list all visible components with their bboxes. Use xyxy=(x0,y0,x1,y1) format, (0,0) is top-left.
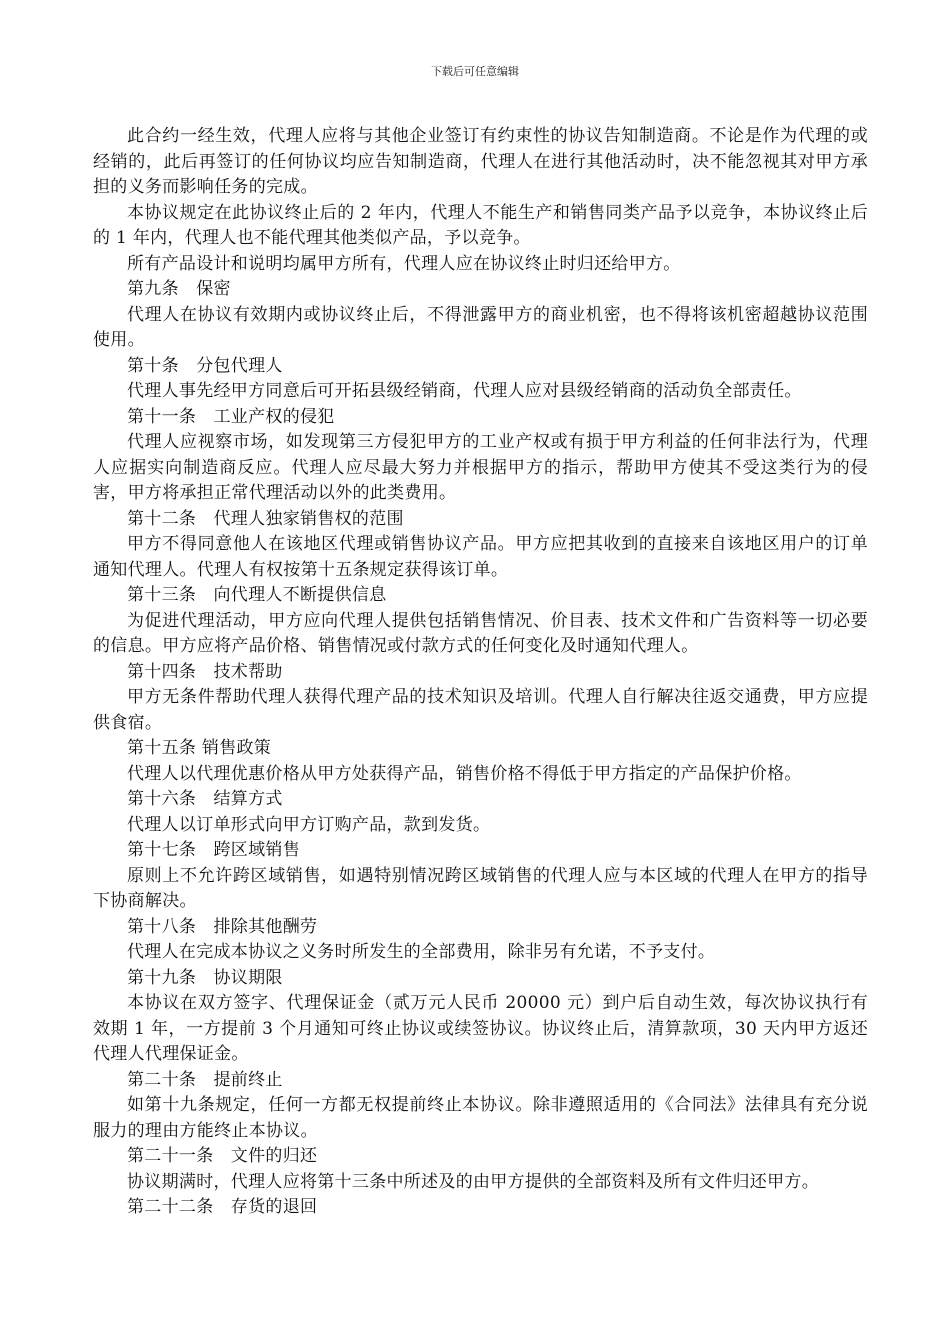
article-heading: 第二十条 提前终止 xyxy=(127,1069,283,1090)
article-heading: 第十九条 协议期限 xyxy=(127,967,283,988)
article-heading: 第十七条 跨区域销售 xyxy=(127,840,300,860)
paragraph: 协议期满时，代理人应将第十三条中所述及的由甲方提供的全部资料及所有文件归还甲方。 xyxy=(127,1171,819,1192)
article-heading: 第二十二条 存货的退回 xyxy=(127,1197,318,1217)
article-heading: 第十三条 向代理人不断提供信息 xyxy=(127,585,387,605)
paragraph: 代理人在协议有效期内或协议终止后，不得泄露甲方的商业机密，也不得将该机密超越协议范围使用。 xyxy=(93,304,868,350)
document-body xyxy=(93,124,868,1221)
paragraph: 如第十九条规定，任何一方都无权提前终止本协议。除非遵照适用的《合同法》法律具有充分说服力的理由方能终止本协议。 xyxy=(93,1095,868,1141)
paragraph: 原则上不允许跨区域销售，如遇特别情况跨区域销售的代理人应与本区域的代理人在甲方的指导下协商解决。 xyxy=(93,865,868,911)
paragraph: 代理人以代理优惠价格从甲方处获得产品，销售价格不得低于甲方指定的产品保护价格。 xyxy=(127,763,802,784)
paragraph: 为促进代理活动，甲方应向代理人提供包括销售情况、价目表、技术文件和广告资料等一切必要的信息。甲方应将产品价格、销售情况或付款方式的任何变化及时通知代理人。 xyxy=(93,610,868,656)
paragraph: 甲方不得同意他人在该地区代理或销售协议产品。甲方应把其收到的直接来自该地区用户的订单通知代理人。代理人有权按第十五条规定获得该订单。 xyxy=(93,534,868,580)
article-heading: 第十八条 排除其他酬劳 xyxy=(127,916,318,937)
article-heading: 第十二条 代理人独家销售权的范围 xyxy=(127,508,404,529)
paragraph: 代理人在完成本协议之义务时所发生的全部费用，除非另有允诺，不予支付。 xyxy=(127,942,716,962)
article-heading: 第十五条 销售政策 xyxy=(127,738,272,758)
paragraph: 代理人事先经甲方同意后可开拓县级经销商，代理人应对县级经销商的活动负全部责任。 xyxy=(127,381,802,401)
paragraph: 本协议规定在此协议终止后的 2 年内，代理人不能生产和销售同类产品予以竞争，本协议终止后的 1 年内，代理人也不能代理其他类似产品，予以竞争。 xyxy=(93,202,868,248)
page-header: 下载后可任意编辑 xyxy=(431,65,519,78)
article-heading: 第十一条 工业产权的侵犯 xyxy=(127,406,335,427)
article-heading: 第十六条 结算方式 xyxy=(127,789,283,809)
paragraph: 代理人以订单形式向甲方订购产品，款到发货。 xyxy=(127,814,491,835)
paragraph: 此合约一经生效，代理人应将与其他企业签订有约束性的协议告知制造商。不论是作为代理的或经销的，此后再签订的任何协议均应告知制造商，代理人在进行其他活动时，决不能忽视其对甲方承担的义务而影响任务的完成。 xyxy=(93,126,868,197)
article-heading: 第二十一条 文件的归还 xyxy=(127,1146,318,1166)
article-heading: 第九条 保密 xyxy=(127,279,231,299)
paragraph: 代理人应视察市场，如发现第三方侵犯甲方的工业产权或有损于甲方利益的任何非法行为，代理人应据实向制造商反应。代理人应尽最大努力并根据甲方的指示，帮助甲方使其不受这类行为的侵害，甲方将承担正常代理活动以外的此类费用。 xyxy=(93,432,868,503)
paragraph: 本协议在双方签字、代理保证金（贰万元人民币 20000 元）到户后自动生效，每次协议执行有效期 1 年，一方提前 3 个月通知可终止协议或续签协议。协议终止后，清算款项，30 天内甲方返还代理人代理保证金。 xyxy=(93,993,868,1064)
article-heading: 第十四条 技术帮助 xyxy=(127,661,283,682)
paragraph: 甲方无条件帮助代理人获得代理产品的技术知识及培训。代理人自行解决往返交通费，甲方应提供食宿。 xyxy=(93,687,868,733)
paragraph: 所有产品设计和说明均属甲方所有，代理人应在协议终止时归还给甲方。 xyxy=(127,253,681,274)
article-heading: 第十条 分包代理人 xyxy=(127,355,283,376)
